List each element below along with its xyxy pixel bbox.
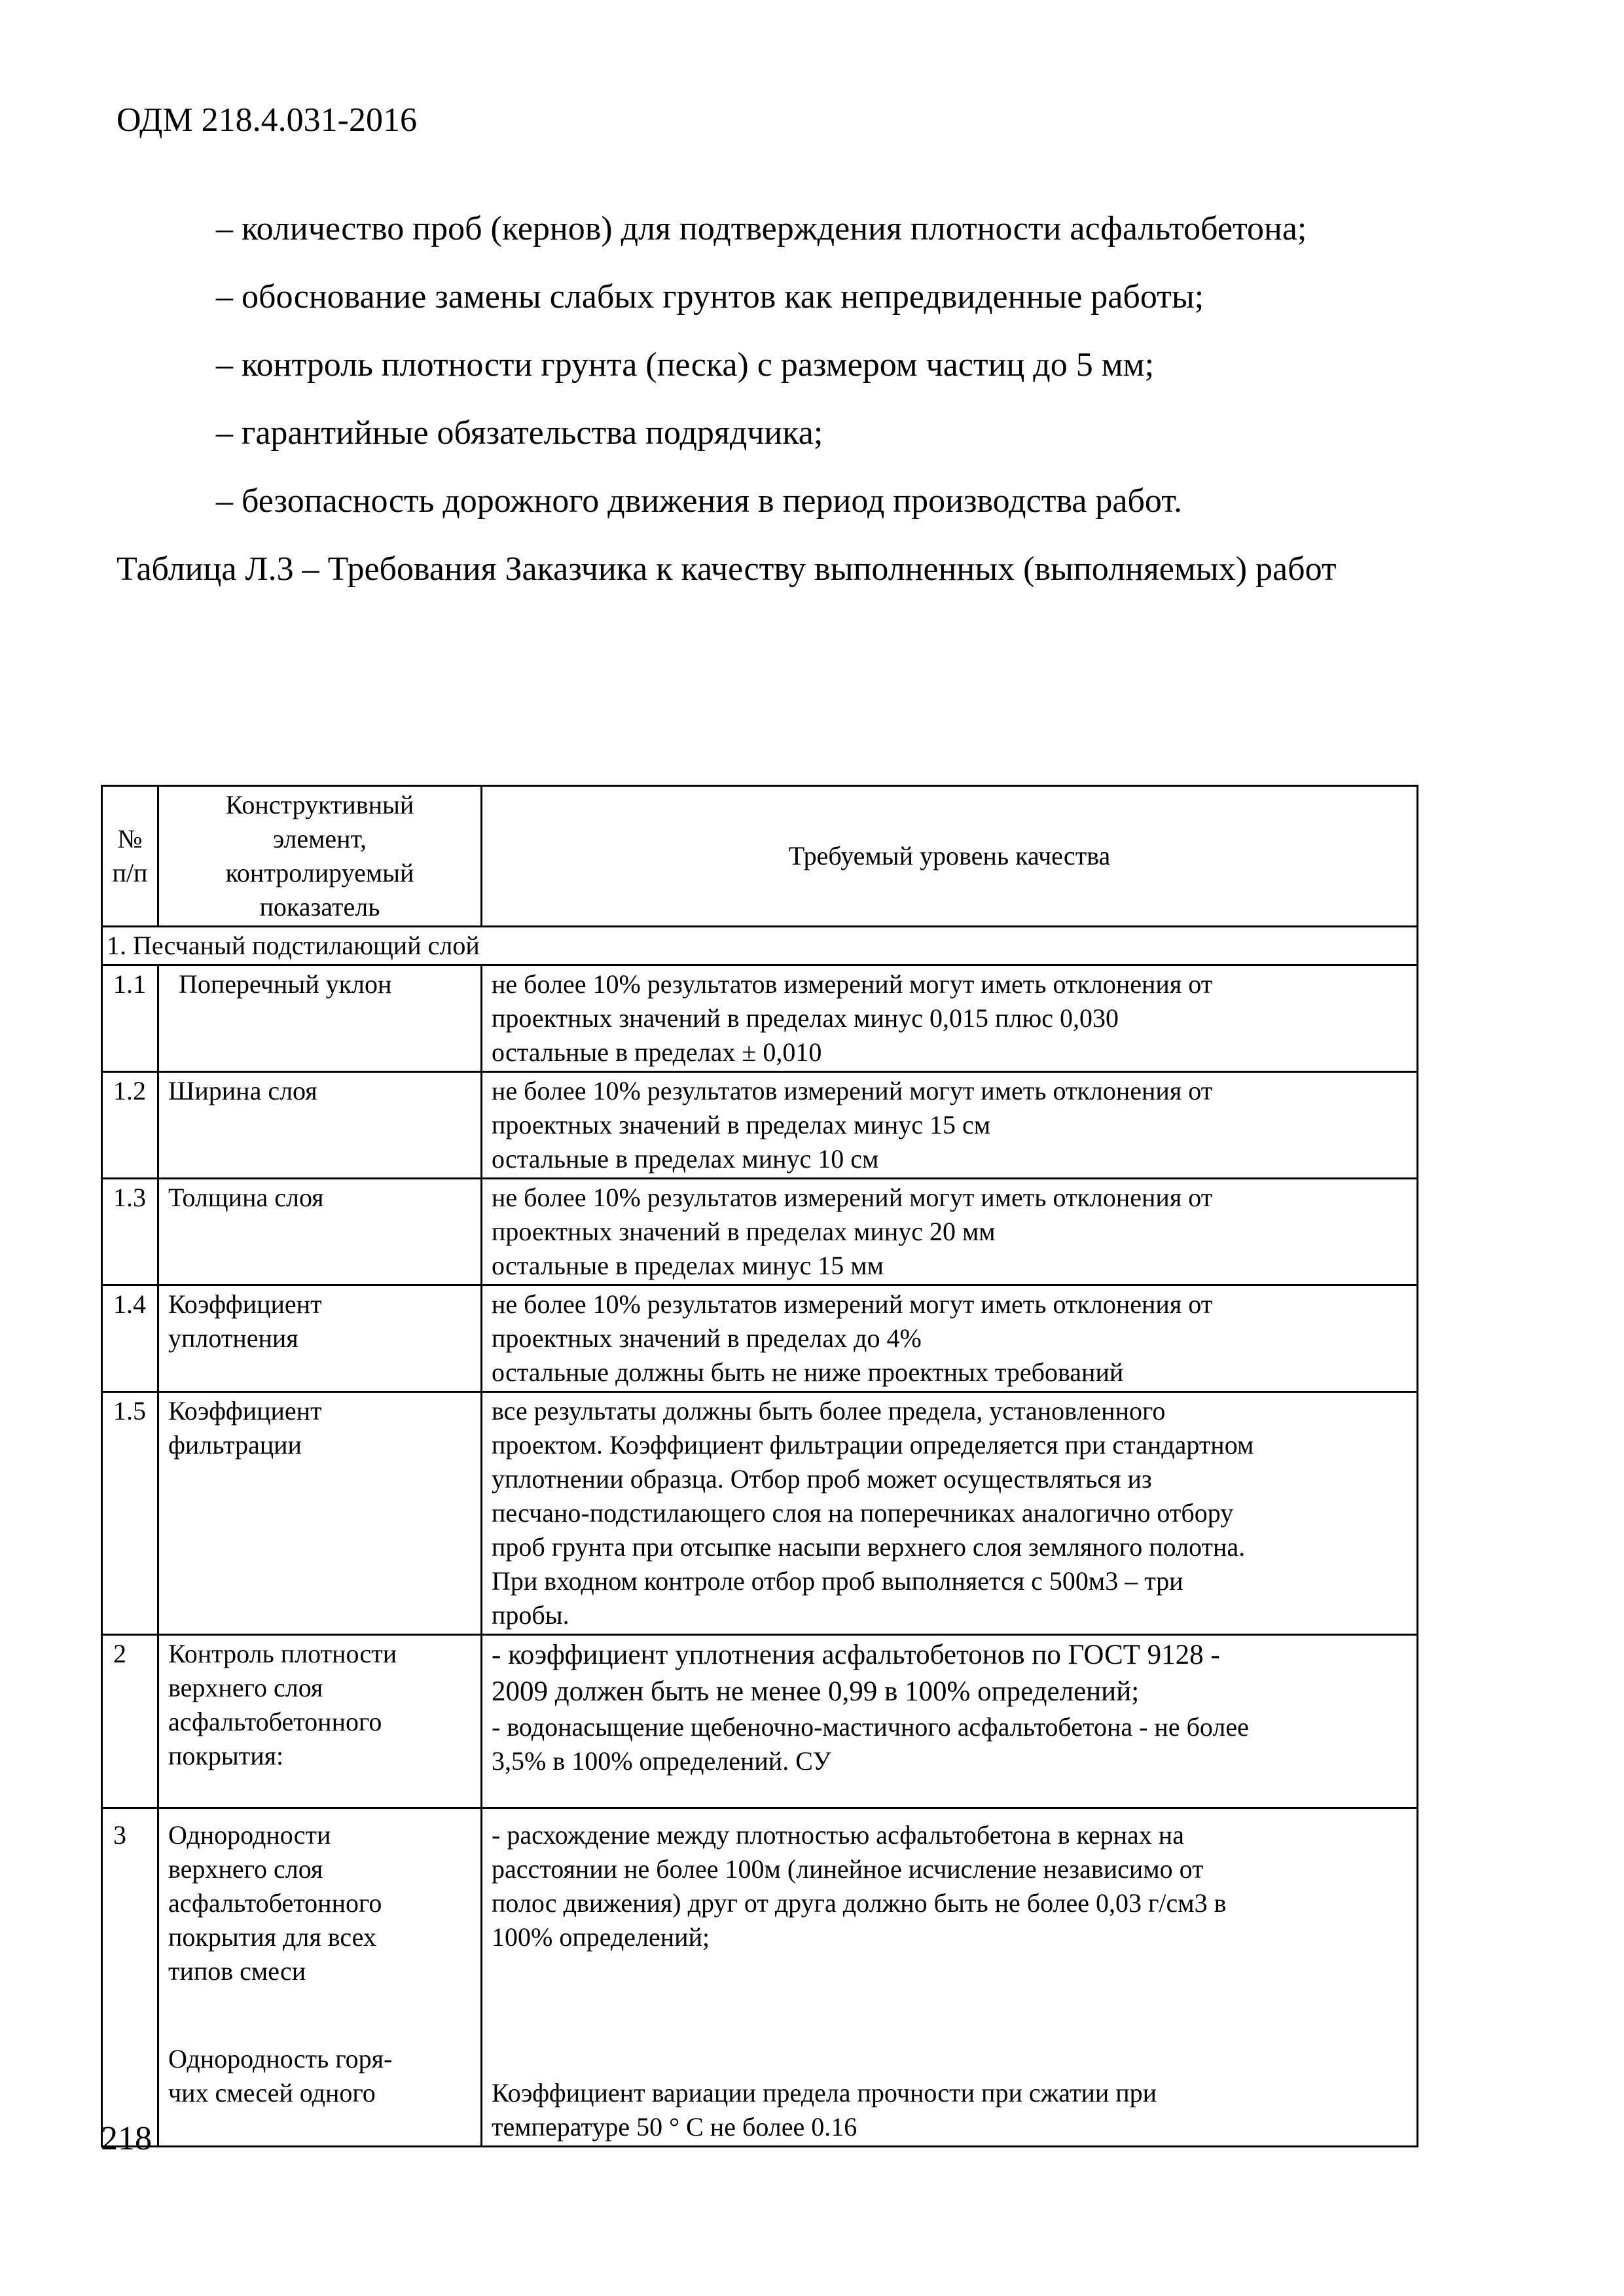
row-number: 1.5 (102, 1392, 158, 1635)
row-requirement: не более 10% результатов измерений могут иметь отклонения от проектных значений в пределах до 4% остальные должны быть не ниже проектных требований (482, 1285, 1418, 1392)
header-number: № п/п (102, 786, 158, 927)
element-spacer (168, 1988, 471, 2042)
row-number: 3 (102, 1808, 158, 2147)
section-row (102, 927, 1418, 965)
row-requirement: - коэффициент уплотнения асфальтобетонов по ГОСТ 9128 - 2009 должен быть не менее 0,99 в 100% определений; - водонасыщение щебеночно-мастичного асфальтобетона - не более 3,5% в 100% определений. СУ (482, 1635, 1418, 1808)
row-element: Поперечный уклон (158, 965, 482, 1072)
row-number: 1.4 (102, 1285, 158, 1392)
body-text (117, 195, 1393, 603)
header-element: Конструктивный элемент, контролируемый показатель (158, 786, 482, 927)
row-element: Толщина слоя (158, 1179, 482, 1285)
table-row (102, 1392, 1418, 1635)
row-requirement: не более 10% результатов измерений могут иметь отклонения от проектных значений в пределах минус 0,015 плюс 0,030 остальные в пределах ± 0,010 (482, 965, 1418, 1072)
row-element: Коэффициент фильтрации (158, 1392, 482, 1635)
row-element: Ширина слоя (158, 1072, 482, 1179)
table-caption: Таблица Л.3 – Требования Заказчика к качеству выполненных (выполняемых) работ (117, 550, 1337, 588)
row-element: Контроль плотности верхнего слоя асфальтобетонного покрытия: (158, 1635, 482, 1808)
header-requirement: Требуемый уровень качества (482, 786, 1418, 927)
section-title-sand-layer: 1. Песчаный подстилающий слой (102, 927, 1418, 965)
row-element: Коэффициент уплотнения (158, 1285, 482, 1392)
table-row (102, 1808, 1418, 2147)
table-row (102, 1285, 1418, 1392)
table-header-row (102, 786, 1418, 927)
table-row (102, 1072, 1418, 1179)
row-element: Однородности верхнего слоя асфальтобетонного покрытия для всех типов смеси Однородность горя- чих смесей одного (158, 1808, 482, 2147)
row-number: 1.3 (102, 1179, 158, 1285)
paragraph-traffic-safety: – безопасность дорожного движения в период производства работ. (216, 482, 1183, 520)
row-requirement: все результаты должны быть более предела, установленного проектом. Коэффициент фильтрации определяется при стандартном уплотнении образца. Отбор проб может осуществляться из песчано-подстилающего слоя на поперечниках аналогично отбору проб грунта при отсыпке насыпи верхнего слоя земляного полотна. При входном контроле отбор проб выполняется с 500м3 – три пробы. (482, 1392, 1418, 1635)
page-number: 218 (101, 2120, 152, 2157)
row-requirement: не более 10% результатов измерений могут иметь отклонения от проектных значений в пределах минус 15 см остальные в пределах минус 10 см (482, 1072, 1418, 1179)
table-row (102, 1635, 1418, 1808)
paragraph-core-samples: – количество проб (кернов) для подтверждения плотности асфальтобетона; (216, 210, 1307, 247)
paragraph-soil-density: – контроль плотности грунта (песка) с размером частиц до 5 мм; (216, 346, 1155, 384)
paragraph-weak-soils: – обоснование замены слабых грунтов как непредвиденные работы; (216, 278, 1204, 315)
row-number: 2 (102, 1635, 158, 1808)
quality-requirements-table (101, 785, 1418, 2147)
document-code: ОДМ 218.4.031-2016 (117, 101, 417, 139)
row-number: 1.2 (102, 1072, 158, 1179)
row-requirement: - расхождение между плотностью асфальтобетона в кернах на расстоянии не более 100м (линейное исчисление независимо от полос движения) друг от друга должно быть не более 0,03 г/см3 в 100% определений; Коэффициент вариации предела прочности при сжатии при температуре 50 ° С не более 0.16 (482, 1808, 1418, 2147)
table-row (102, 965, 1418, 1072)
table-row (102, 1179, 1418, 1285)
row-number: 1.1 (102, 965, 158, 1072)
requirement-spacer (492, 1954, 1407, 2076)
row-requirement: не более 10% результатов измерений могут иметь отклонения от проектных значений в пределах минус 20 мм остальные в пределах минус 15 мм (482, 1179, 1418, 1285)
paragraph-warranty: – гарантийные обязательства подрядчика; (216, 414, 823, 452)
